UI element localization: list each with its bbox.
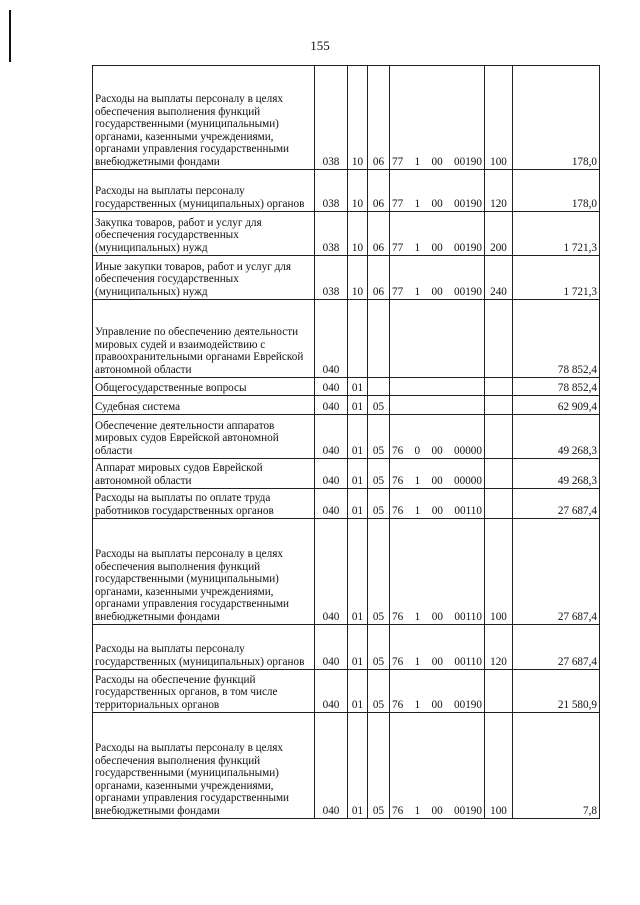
amount: 27 687,4	[513, 519, 600, 625]
csr-code-part: 77	[392, 241, 404, 254]
rz-code: 10	[348, 66, 368, 170]
csr-code-parts	[392, 198, 482, 211]
amount: 178,0	[513, 170, 600, 212]
table-row	[93, 459, 600, 489]
ved-code: 040	[315, 625, 348, 670]
row-name-cell	[93, 378, 315, 396]
vr-code	[485, 459, 513, 489]
rz-code: 01	[348, 378, 368, 396]
rz-code: 10	[348, 170, 368, 212]
ved-code: 038	[315, 170, 348, 212]
ved-code: 040	[315, 378, 348, 396]
amount: 62 909,4	[513, 396, 600, 415]
row-name: Расходы на выплаты персоналу в целях обеспечения выполнения функций государственными (муниципальными) органами, казенными учреждениями, органами управления государственными внебюджетными фондами	[95, 742, 290, 817]
rz-code: 01	[348, 670, 368, 713]
csr-code	[390, 713, 485, 819]
row-name: Расходы на обеспечение функций государственных органов, в том числе территориальных органов	[95, 673, 278, 711]
pr-code: 05	[368, 489, 390, 519]
row-name-cell	[93, 670, 315, 713]
csr-code-part: 0	[414, 444, 421, 457]
csr-code-parts	[392, 475, 482, 488]
row-name: Иные закупки товаров, работ и услуг для обеспечения государственных (муниципальных) нужд	[95, 260, 292, 298]
amount: 27 687,4	[513, 489, 600, 519]
pr-code: 06	[368, 256, 390, 300]
csr-code-parts	[392, 445, 482, 458]
csr-code	[390, 670, 485, 713]
table-row	[93, 396, 600, 415]
csr-code-part: 1	[414, 698, 421, 711]
rz-code: 01	[348, 625, 368, 670]
page-number: 155	[310, 38, 330, 53]
csr-code-part: 00	[431, 655, 443, 668]
row-name: Аппарат мировых судов Еврейской автономной области	[95, 462, 263, 487]
pr-code: 05	[368, 713, 390, 819]
amount: 49 268,3	[513, 459, 600, 489]
csr-code-part: 1	[414, 804, 421, 817]
csr-code-part: 76	[392, 610, 404, 623]
rz-code: 01	[348, 713, 368, 819]
pr-code: 06	[368, 170, 390, 212]
margin-mark	[9, 10, 11, 62]
csr-code-part: 00000	[454, 474, 482, 487]
row-name-cell	[93, 66, 315, 170]
row-name: Расходы на выплаты персоналу в целях обеспечения выполнения функций государственными (муниципальными) органами, казенными учреждениями, органами управления государственными внебюджетными фондами	[95, 548, 290, 623]
table-row	[93, 66, 600, 170]
table-row	[93, 378, 600, 396]
csr-code	[390, 396, 485, 415]
csr-code-part: 77	[392, 197, 404, 210]
csr-code-part: 00	[431, 804, 443, 817]
rz-code: 01	[348, 459, 368, 489]
row-name-cell	[93, 625, 315, 670]
table-row	[93, 625, 600, 670]
budget-table	[92, 65, 600, 819]
row-name-cell	[93, 396, 315, 415]
csr-code	[390, 489, 485, 519]
row-name-cell	[93, 713, 315, 819]
csr-code-part: 1	[414, 241, 421, 254]
csr-code	[390, 625, 485, 670]
csr-code	[390, 212, 485, 256]
vr-code	[485, 300, 513, 378]
csr-code-part: 1	[414, 155, 421, 168]
vr-code	[485, 489, 513, 519]
csr-code-part: 1	[414, 474, 421, 487]
csr-code-part: 76	[392, 444, 404, 457]
csr-code	[390, 256, 485, 300]
row-name: Расходы на выплаты персоналу государственных (муниципальных) органов	[95, 185, 305, 210]
csr-code-part: 00000	[454, 444, 482, 457]
vr-code	[485, 396, 513, 415]
amount: 1 721,3	[513, 212, 600, 256]
ved-code: 040	[315, 300, 348, 378]
csr-code-part: 76	[392, 504, 404, 517]
row-name: Судебная система	[95, 400, 181, 413]
rz-code: 01	[348, 489, 368, 519]
ved-code: 040	[315, 489, 348, 519]
ved-code: 040	[315, 415, 348, 459]
ved-code: 040	[315, 713, 348, 819]
ved-code: 040	[315, 670, 348, 713]
csr-code	[390, 170, 485, 212]
csr-code-parts	[392, 505, 482, 518]
csr-code-part: 00	[431, 504, 443, 517]
csr-code-part: 76	[392, 474, 404, 487]
csr-code-parts	[392, 242, 482, 255]
pr-code: 05	[368, 625, 390, 670]
vr-code: 120	[485, 625, 513, 670]
amount: 78 852,4	[513, 378, 600, 396]
csr-code-part: 00190	[454, 155, 482, 168]
ved-code: 040	[315, 396, 348, 415]
rz-code: 01	[348, 415, 368, 459]
csr-code-part: 00190	[454, 241, 482, 254]
csr-code-part: 00	[431, 241, 443, 254]
csr-code-part: 77	[392, 285, 404, 298]
table-row	[93, 212, 600, 256]
rz-code: 10	[348, 212, 368, 256]
vr-code	[485, 415, 513, 459]
row-name-cell	[93, 489, 315, 519]
csr-code-parts	[392, 656, 482, 669]
table-body	[93, 66, 600, 819]
pr-code: 05	[368, 396, 390, 415]
csr-code-part: 00	[431, 444, 443, 457]
vr-code: 100	[485, 713, 513, 819]
table-row	[93, 489, 600, 519]
csr-code-part: 76	[392, 698, 404, 711]
csr-code-part: 00	[431, 698, 443, 711]
csr-code-part: 00190	[454, 804, 482, 817]
row-name-cell	[93, 170, 315, 212]
pr-code: 05	[368, 459, 390, 489]
amount: 1 721,3	[513, 256, 600, 300]
csr-code-part: 00110	[454, 610, 482, 623]
vr-code	[485, 670, 513, 713]
rz-code: 10	[348, 256, 368, 300]
vr-code: 120	[485, 170, 513, 212]
row-name-cell	[93, 300, 315, 378]
amount: 178,0	[513, 66, 600, 170]
table-row	[93, 713, 600, 819]
pr-code: 06	[368, 66, 390, 170]
csr-code-part: 1	[414, 285, 421, 298]
csr-code-part: 1	[414, 610, 421, 623]
csr-code-part: 00	[431, 155, 443, 168]
rz-code	[348, 300, 368, 378]
csr-code	[390, 519, 485, 625]
pr-code	[368, 378, 390, 396]
amount: 7,8	[513, 713, 600, 819]
amount: 49 268,3	[513, 415, 600, 459]
csr-code-parts	[392, 805, 482, 818]
table-row	[93, 415, 600, 459]
csr-code-part: 00190	[454, 698, 482, 711]
csr-code	[390, 415, 485, 459]
csr-code-part: 1	[414, 197, 421, 210]
csr-code-parts	[392, 286, 482, 299]
table-row	[93, 300, 600, 378]
row-name-cell	[93, 415, 315, 459]
amount: 21 580,9	[513, 670, 600, 713]
csr-code-part: 00110	[454, 504, 482, 517]
ved-code: 038	[315, 212, 348, 256]
ved-code: 038	[315, 66, 348, 170]
csr-code-parts	[392, 611, 482, 624]
pr-code	[368, 300, 390, 378]
amount: 27 687,4	[513, 625, 600, 670]
row-name: Закупка товаров, работ и услуг для обеспечения государственных (муниципальных) нужд	[95, 216, 262, 254]
csr-code-part: 00	[431, 474, 443, 487]
csr-code-part: 77	[392, 155, 404, 168]
row-name: Расходы на выплаты по оплате труда работников государственных органов	[95, 492, 274, 517]
csr-code-part: 00190	[454, 197, 482, 210]
csr-code-part: 00	[431, 197, 443, 210]
row-name: Общегосударственные вопросы	[95, 381, 247, 394]
table-row	[93, 670, 600, 713]
csr-code	[390, 66, 485, 170]
row-name-cell	[93, 256, 315, 300]
csr-code	[390, 459, 485, 489]
ved-code: 040	[315, 519, 348, 625]
row-name: Расходы на выплаты персоналу государственных (муниципальных) органов	[95, 643, 305, 668]
row-name-cell	[93, 519, 315, 625]
csr-code-part: 76	[392, 655, 404, 668]
vr-code: 240	[485, 256, 513, 300]
table-row	[93, 256, 600, 300]
csr-code-part: 00190	[454, 285, 482, 298]
pr-code: 05	[368, 415, 390, 459]
csr-code-part: 1	[414, 504, 421, 517]
row-name: Расходы на выплаты персоналу в целях обеспечения выполнения функций государственными (муниципальными) органами, казенными учреждениями, органами управления государственными внебюджетными фондами	[95, 93, 290, 168]
csr-code-part: 00	[431, 285, 443, 298]
ved-code: 038	[315, 256, 348, 300]
csr-code-part: 1	[414, 655, 421, 668]
csr-code-parts	[392, 699, 482, 712]
table-row	[93, 519, 600, 625]
row-name-cell	[93, 459, 315, 489]
pr-code: 05	[368, 519, 390, 625]
vr-code: 100	[485, 519, 513, 625]
csr-code	[390, 378, 485, 396]
csr-code	[390, 300, 485, 378]
csr-code-part: 00	[431, 610, 443, 623]
rz-code: 01	[348, 396, 368, 415]
vr-code	[485, 378, 513, 396]
csr-code-part: 00110	[454, 655, 482, 668]
row-name: Обеспечение деятельности аппаратов мировых судов Еврейской автономной области	[95, 419, 279, 457]
pr-code: 05	[368, 670, 390, 713]
csr-code-part: 76	[392, 804, 404, 817]
table-row	[93, 170, 600, 212]
row-name-cell	[93, 212, 315, 256]
rz-code: 01	[348, 519, 368, 625]
ved-code: 040	[315, 459, 348, 489]
row-name: Управление по обеспечению деятельности мировых судей и взаимодействию с правоохранительными органами Еврейской автономной области	[95, 326, 304, 376]
csr-code-parts	[392, 156, 482, 169]
vr-code: 100	[485, 66, 513, 170]
vr-code: 200	[485, 212, 513, 256]
pr-code: 06	[368, 212, 390, 256]
amount: 78 852,4	[513, 300, 600, 378]
